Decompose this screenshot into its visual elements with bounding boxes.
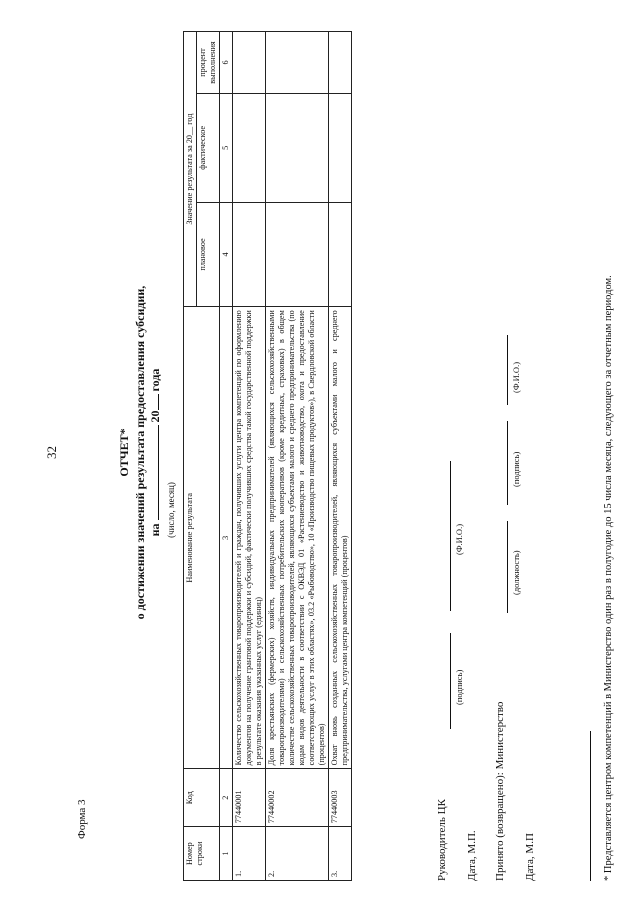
footnote: * Представляется центром компетенций в Министерство один раз в полугодие до 15 числа месяца, следующего за отчетным периодом.: [603, 275, 614, 881]
date-stamp-1: Дата, М.П.: [466, 830, 478, 881]
row-fact-value: [329, 94, 352, 203]
accepted-signature-caption: (подпись): [511, 451, 521, 487]
date-caption: (число, месяц): [166, 482, 176, 538]
table-row: [329, 32, 352, 881]
row-percent-value: [233, 32, 266, 94]
results-table: [183, 31, 352, 881]
head-signature-caption: (подпись): [454, 669, 464, 705]
footnote-divider: [590, 731, 591, 881]
column-number-row: [220, 32, 233, 881]
row-code: 77440002: [266, 769, 329, 827]
position-caption: (должность): [511, 550, 521, 595]
report-title: ОТЧЕТ*: [117, 428, 131, 477]
position-line: [507, 521, 508, 613]
header-row: [184, 32, 197, 881]
form-label: Форма 3: [76, 799, 88, 839]
accepted-fio-line: [507, 335, 508, 405]
header-row-number: Номер строки: [184, 827, 220, 881]
page-number: 32: [44, 446, 59, 459]
year-suffix: года: [148, 368, 162, 392]
row-plan-value: [233, 202, 266, 307]
row-number: 1.: [233, 827, 266, 881]
table-row: [233, 32, 266, 881]
row-percent-value: [329, 32, 352, 94]
date-stamp-2: Дата, М.П: [524, 833, 536, 881]
date-prefix: на: [148, 523, 162, 537]
report-subtitle: о достижении значений результата предоставления субсидии,: [133, 285, 147, 620]
column-number: 6: [220, 32, 233, 94]
accepted-label: Принято (возвращено): Министерство: [494, 701, 506, 881]
row-fact-value: [266, 94, 329, 203]
column-number: 2: [220, 769, 233, 827]
accepted-fio-caption: (Ф.И.О.): [511, 361, 521, 393]
header-fact: фактическое: [197, 94, 220, 203]
row-result-name: Количество сельскохозяйственных товаропроизводителей и граждан, получивших услуги центра компетенций по оформлению документов на получение грантовой поддержки и субсидий, фактически получивших средства такой государственной поддержки в результате оказания указанных услуг (единиц): [233, 307, 266, 769]
header-value-group: Значение результата за 20__ год: [184, 32, 197, 307]
row-number: 2.: [266, 827, 329, 881]
row-percent-value: [266, 32, 329, 94]
year-prefix: 20: [148, 410, 162, 423]
row-number: 3.: [329, 827, 352, 881]
accepted-signature-line: [507, 421, 508, 505]
header-result-name: Наименование результата: [184, 307, 220, 769]
header-plan: плановое: [197, 202, 220, 307]
column-number: 3: [220, 307, 233, 769]
row-code: 77440003: [329, 769, 352, 827]
row-plan-value: [329, 202, 352, 307]
date-blank: [148, 425, 159, 520]
column-number: 4: [220, 202, 233, 307]
table-row: [266, 32, 329, 881]
report-date-line: [148, 0, 163, 905]
row-plan-value: [266, 202, 329, 307]
header-percent: процент выполнения: [197, 32, 220, 94]
head-signature-line: [450, 633, 451, 729]
head-fio-line: [450, 461, 451, 611]
row-result-name: Доля крестьянских (фермерских) хозяйств, индивидуальных предпринимателей (являющихся сельскохозяйственными товаропроизводителями) и сельскохозяйственных потребительских кооперативов (кроме кредитных, страховых) в общем количестве сельскохозяйственных товаропроизводителей, являющихся субъектами малого и среднего предпринимательства (по кодам видов деятельности в соответствии с ОКВЭД 01 «Растениеводство и животноводство, охота и предоставление соответствующих услуг в этих областях», 03.2 «Рыбоводство», 10 «Производство пищевых продуктов»), в Свердловской области (процентов): [266, 307, 329, 769]
year-blank: [148, 394, 159, 410]
row-code: 77440001: [233, 769, 266, 827]
head-signature-label: Руководитель ЦК: [436, 799, 448, 881]
column-number: 1: [220, 827, 233, 881]
header-code: Код: [184, 769, 220, 827]
column-number: 5: [220, 94, 233, 203]
head-fio-caption: (Ф.И.О.): [454, 523, 464, 555]
row-fact-value: [233, 94, 266, 203]
row-result-name: Охват вновь созданных сельскохозяйственных товаропроизводителей, являющихся субъектами малого и среднего предпринимательства, услугами центра компетенций (процентов): [329, 307, 352, 769]
